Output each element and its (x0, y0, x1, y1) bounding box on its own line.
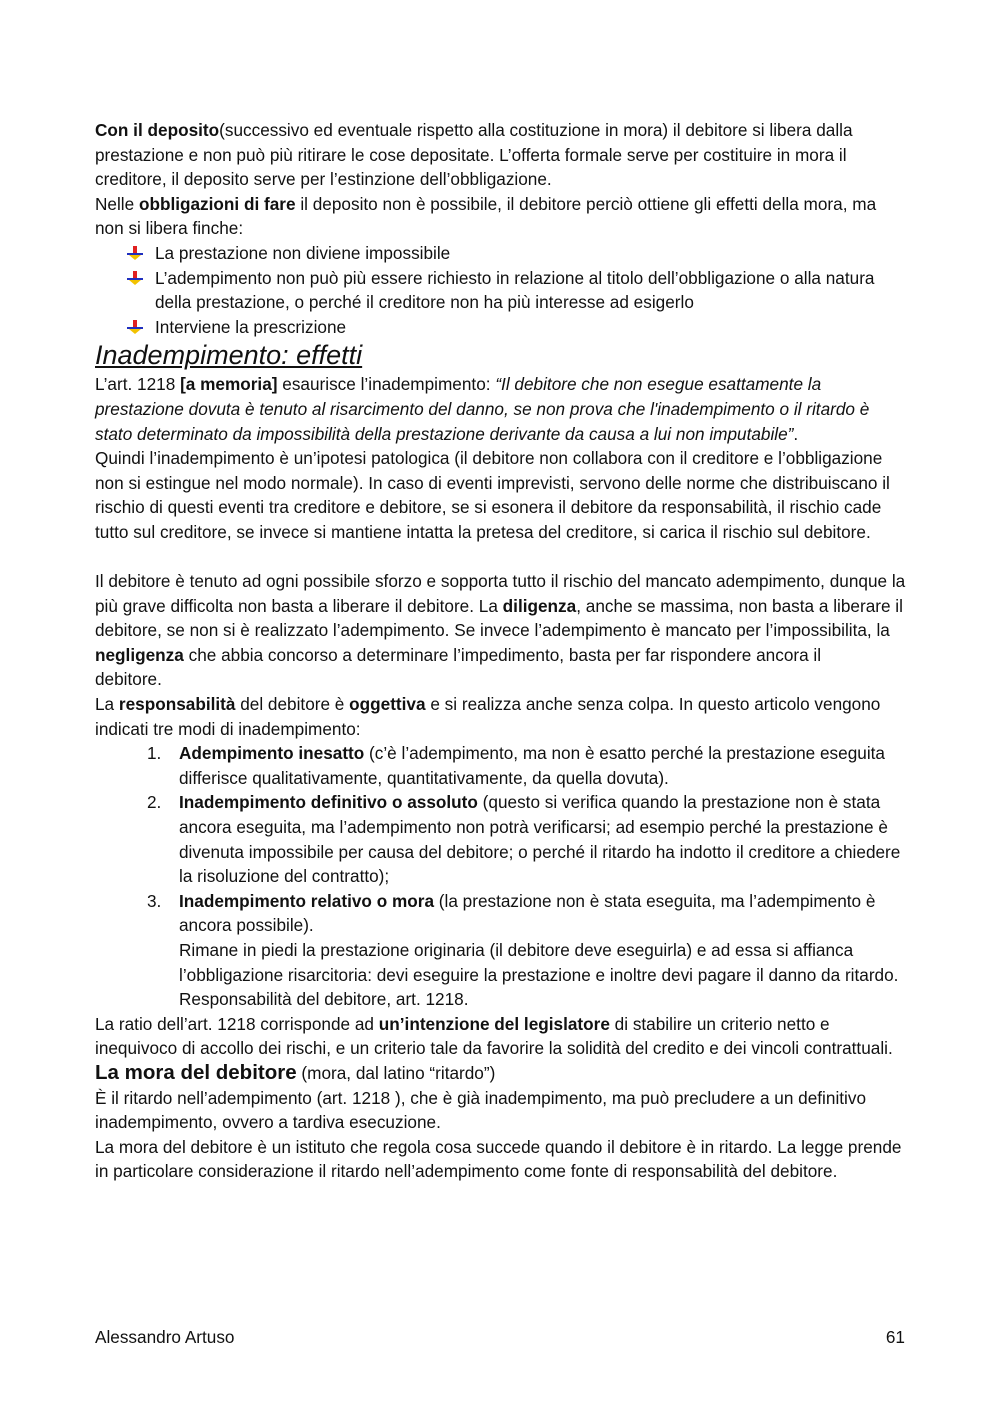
list-item-text: (la prestazione non è stata eseguita, ma l’adempimento è ancora possibile). (179, 890, 876, 936)
paragraph-mora-istituto: La mora del debitore è un istituto che regola cosa succede quando il debitore è in ritardo. La legge prende in particolare considerazione il ritardo nell’adempimento come fonte di responsabilità del debitore. (95, 1136, 902, 1182)
list-item-text: La prestazione non diviene impossibile (155, 242, 451, 263)
text-span: del debitore è (235, 694, 350, 715)
bold-term: Inadempimento relativo o mora (179, 890, 435, 911)
paragraph-ritardo: È il ritardo nell’adempimento (art. 1218 ), che è già inadempimento, ma può precludere a un definitivo inadempimento, ovvero a tardiva esecuzione. (95, 1087, 867, 1133)
paragraph-sforzo (95, 569, 907, 667)
paragraph-responsabilita (95, 692, 907, 741)
text-span: . (793, 423, 799, 444)
page-footer (95, 1325, 905, 1349)
text-span: e si realizza anche senza colpa. In questo articolo vengono indicati tre modi di inadempimento: (95, 694, 881, 739)
section-heading: Inadempimento: effetti (95, 340, 363, 371)
list-item-text: Interviene la prescrizione (155, 316, 347, 337)
text-span: il deposito non è possibile, il debitore perciò ottiene gli effetti della mora, ma non si libera finche: (95, 193, 877, 239)
numbered-list (95, 741, 907, 1012)
bold-term: Inadempimento definitivo o assoluto (179, 792, 478, 813)
paragraph-deposito (95, 118, 907, 192)
subsection-heading-main: La mora del debitore (95, 1060, 297, 1084)
list-item (147, 889, 907, 1012)
bold-term: diligenza (502, 595, 577, 616)
bold-term: obbligazioni di fare (138, 193, 296, 214)
text-span: che abbia concorso a determinare l’impedimento, basta per far rispondere ancora il (183, 644, 822, 665)
arrow-down-icon (127, 246, 143, 260)
blank-line (95, 545, 907, 570)
page-number: 61 (885, 1327, 905, 1347)
list-item (147, 790, 907, 888)
paragraph-ratio (95, 1012, 907, 1061)
arrow-down-icon (127, 320, 143, 334)
bold-term: [a memoria] (180, 374, 278, 395)
bold-term: responsabilità (118, 694, 236, 715)
text-span: La (95, 694, 119, 715)
paragraph-ipotesi-patologica: Quindi l’inadempimento è un’ipotesi patologica (il debitore non collabora con il creditore e l’obbligazione non si estingue nel modo normale). In caso di eventi imprevisti, servono delle norme che distribuiscano il rischio di questi eventi tra creditore e debitore, se si esonera il debitore da responsabilità, il rischio cade tutto sul creditore, se invece si mantiene intatta la pretesa del creditore, si carica il rischio sul debitore. (95, 448, 890, 542)
paragraph-debitore-line: debitore. (95, 669, 162, 690)
subsection-heading (95, 1061, 907, 1086)
paragraph-art-1218 (95, 372, 907, 446)
list-item (147, 741, 907, 790)
list-item-text: L’adempimento non può più essere richiesto in relazione al titolo dell’obbligazione o alla natura della prestazione, o perché il creditore non ha più interesse ad esigerlo (155, 267, 875, 313)
list-item (127, 315, 907, 340)
list-item (127, 266, 907, 315)
text-span: (successivo ed eventuale rispetto alla costituzione in mora) il debitore si libera dalla prestazione e non può più ritirare le cose depositate. L’offerta formale serve per costituire in mora il creditore, il deposito serve per l’estinzione dell’obbligazione. (95, 120, 853, 190)
list-item-extra-text: Rimane in piedi la prestazione originaria (il debitore deve eseguirla) e ad essa si affianca l’obbligazione risarcitoria: devi eseguire la prestazione e inoltre devi pagare il danno da ritardo. Responsabilità del debitore, art. 1218. (179, 940, 899, 1010)
text-span: L’art. 1218 (95, 374, 181, 395)
footer-author: Alessandro Artuso (95, 1327, 235, 1347)
bold-term: oggettiva (349, 694, 426, 715)
bold-term: negligenza (95, 644, 184, 665)
bold-term: Adempimento inesatto (179, 743, 365, 764)
arrow-down-icon (127, 271, 143, 285)
list-item-text: (c’è l’adempimento, ma non è esatto perché la prestazione eseguita differisce qualitativamente, quantitativamente, da quella dovuta). (179, 743, 885, 788)
list-number: 1. (147, 743, 162, 764)
text-span: Nelle (95, 193, 139, 214)
bold-term: un’intenzione del legislatore (378, 1013, 610, 1034)
bold-term: Con il deposito (95, 120, 220, 140)
list-number: 2. (147, 792, 162, 813)
page-content (95, 118, 907, 1184)
text-span: , anche se massima, non basta a liberare il debitore, se non si è realizzato l’adempimento. Se invece l’adempimento è mancato per l’impossibilita, la (95, 595, 903, 641)
text-span: La ratio dell’art. 1218 corrisponde ad (95, 1013, 379, 1034)
paragraph-obbligazioni-di-fare (95, 192, 907, 241)
text-span: Il debitore è tenuto ad ogni possibile sforzo e sopporta tutto il rischio del mancato adempimento, dunque la più grave difficolta non basta a liberare il debitore. La (95, 571, 906, 616)
arrow-bullet-list (95, 241, 907, 339)
list-item-text: (questo si verifica quando la prestazione non è stata ancora eseguita, ma l’adempimento non potrà verificarsi; ad esempio perché la prestazione è divenuta impossibile per causa del debitore; o perché il ritardo ha indotto il creditore a chiedere la risoluzione del contratto); (179, 792, 901, 887)
italic-quote: “Il debitore che non esegue esattamente la prestazione dovuta è tenuto al risarcimento del danno, se non prova che l'inadempimento o il ritardo è stato determinato da impossibilità della prestazione derivante da causa a lui non imputabile” (95, 374, 870, 444)
text-span: di stabilire un criterio netto e inequivoco di accollo dei rischi, e un criterio tale da favorire la solidità del credito e dei vincoli contrattuali. (95, 1013, 893, 1059)
list-item (127, 241, 907, 266)
text-span: esaurisce l’inadempimento: (277, 374, 496, 395)
list-number: 3. (147, 890, 162, 911)
subsection-heading-sub: (mora, dal latino “ritardo”) (296, 1062, 496, 1083)
